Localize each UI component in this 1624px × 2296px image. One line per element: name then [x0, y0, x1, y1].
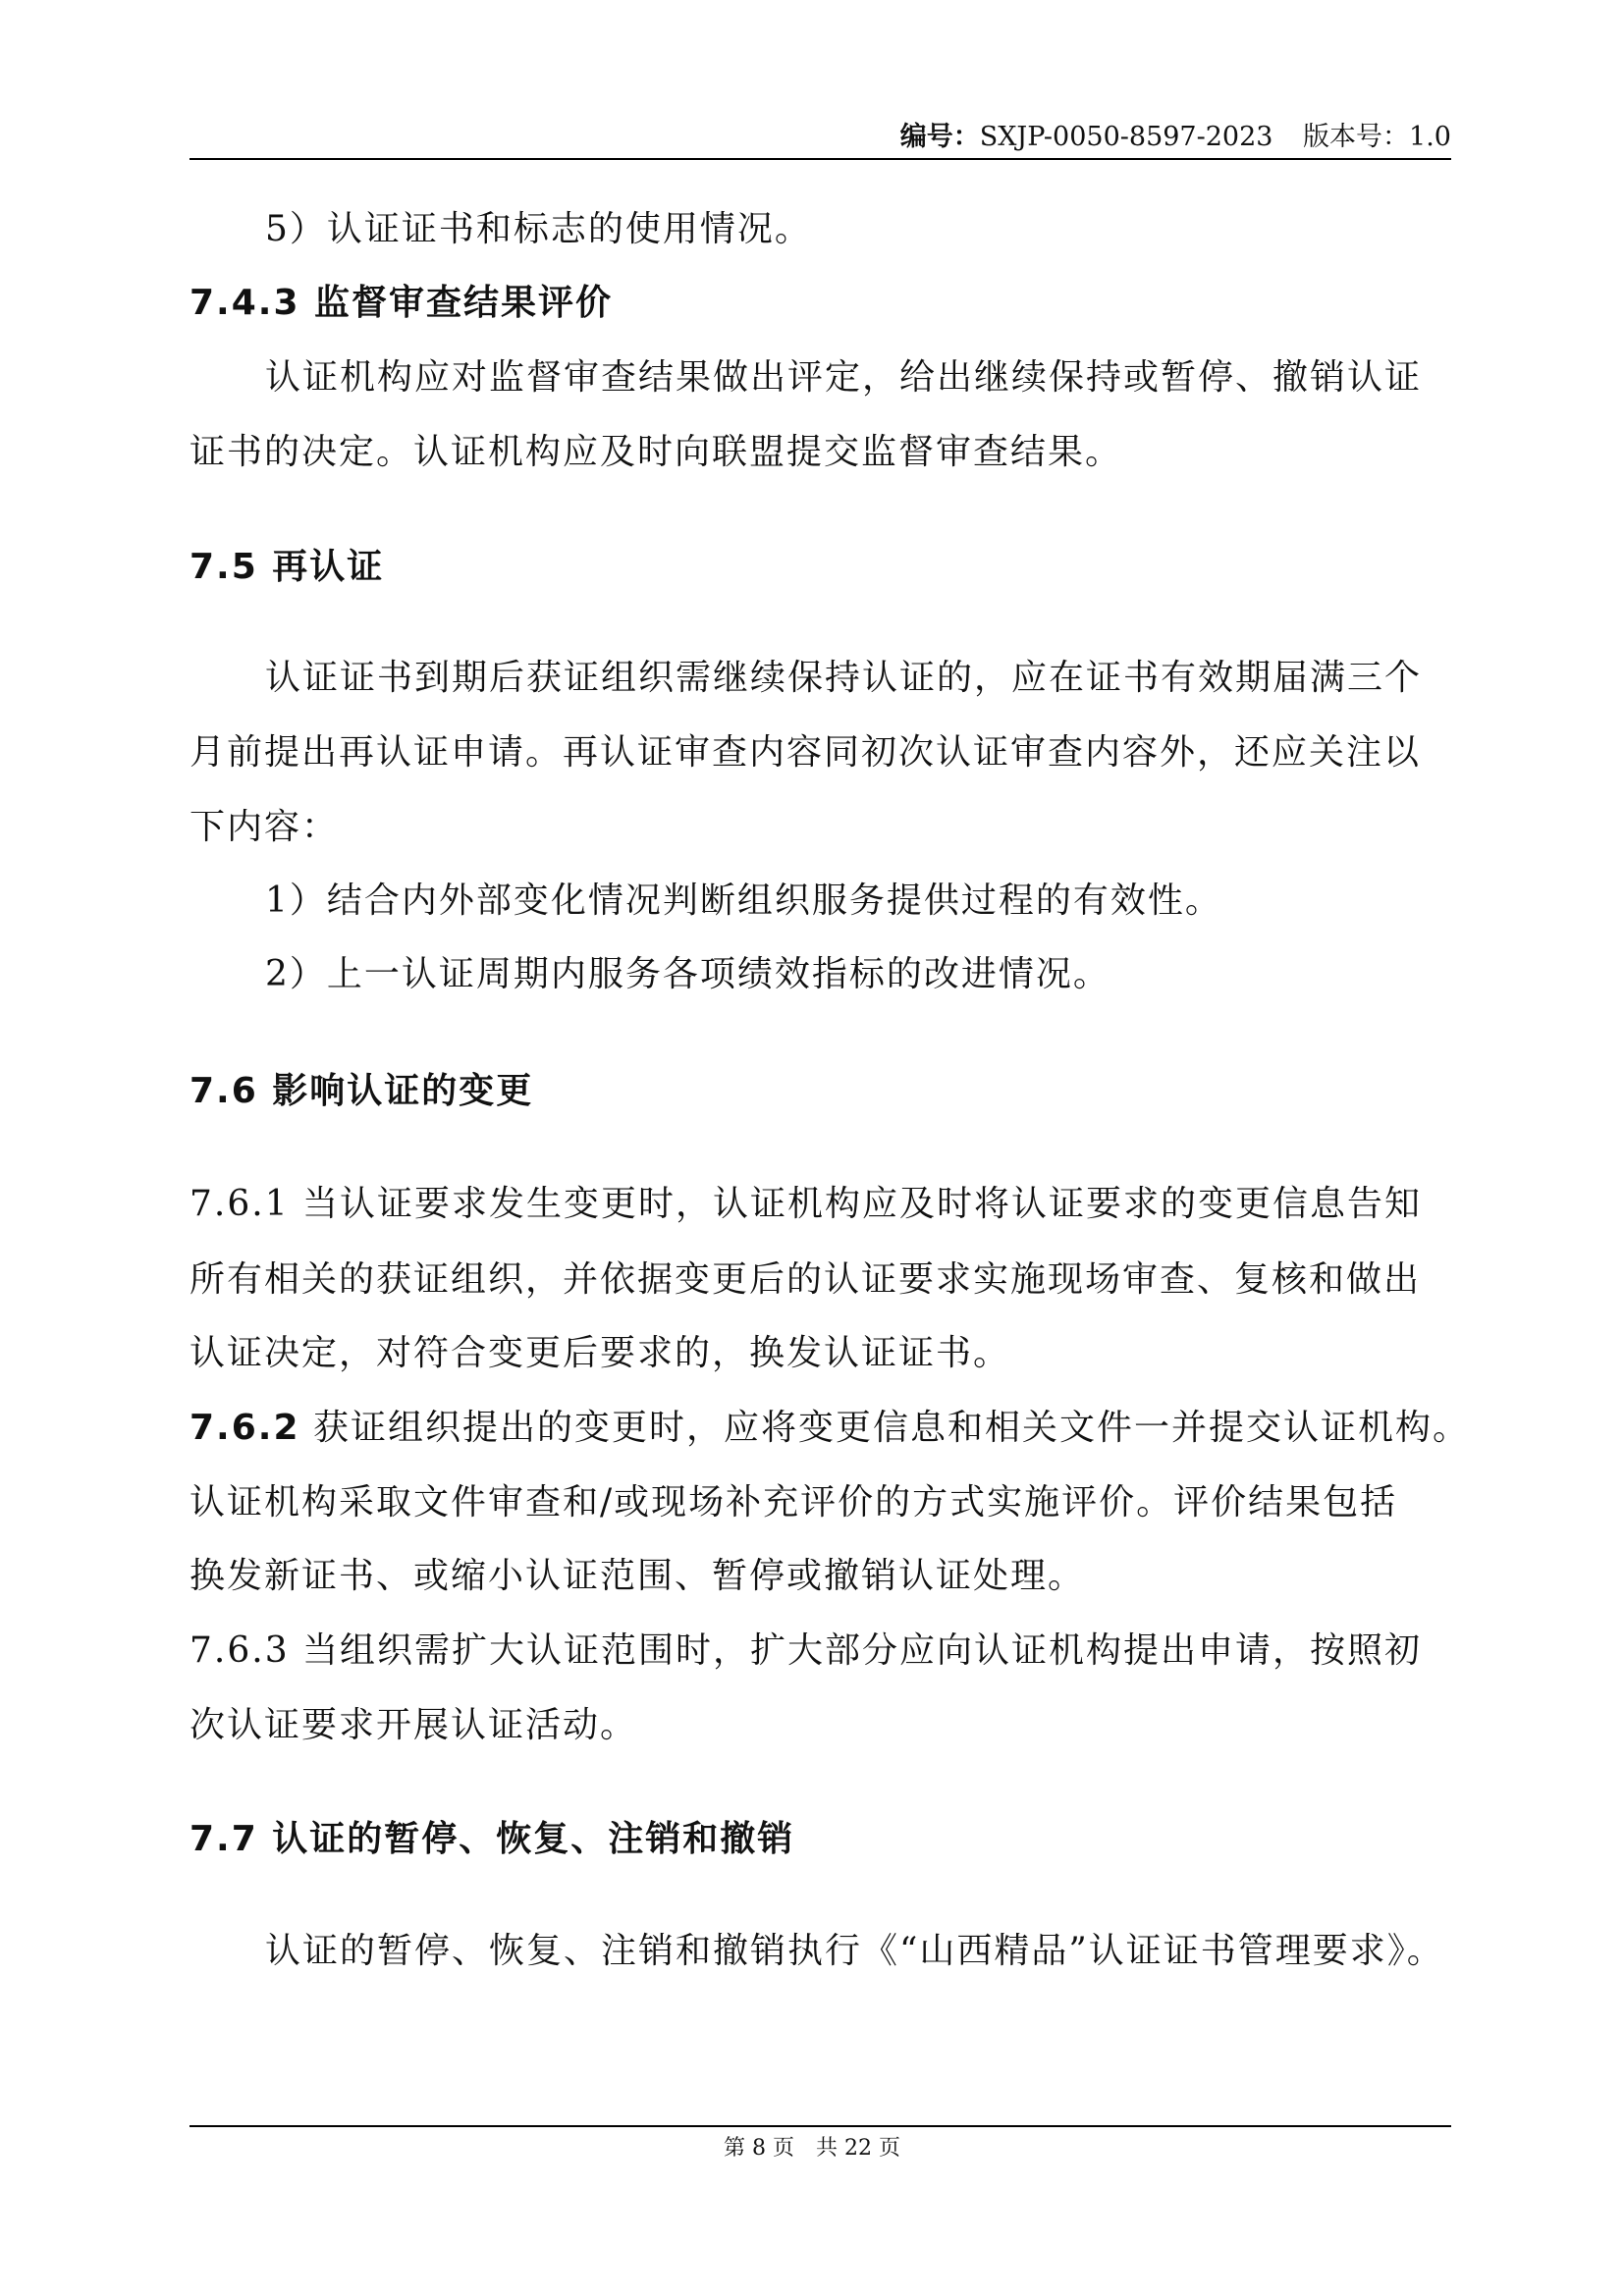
paragraph-line: 7.6.1 当认证要求发生变更时，认证机构应及时将认证要求的变更信息告知: [189, 1184, 1423, 1224]
paragraph-line: [189, 1404, 1470, 1453]
paragraph-line: 换发新证书、或缩小认证范围、暂停或撤销认证处理。: [189, 1556, 1086, 1596]
section-heading-7-4-3: 7.4.3 监督审查结果评价: [189, 283, 614, 323]
paragraph-line: 认证决定，对符合变更后要求的，换发认证证书。: [189, 1333, 1011, 1373]
list-item-5: 5）认证证书和标志的使用情况。: [265, 209, 812, 249]
version-label: 版本号：: [1303, 122, 1410, 152]
paragraph-line: 认证证书到期后获证组织需继续保持认证的，应在证书有效期届满三个: [265, 658, 1423, 698]
page-footer: [0, 2133, 1624, 2164]
paragraph-line: 7.6.3 当组织需扩大认证范围时，扩大部分应向认证机构提出申请，按照初: [189, 1630, 1423, 1671]
page-header: [189, 116, 1451, 159]
list-item-1: 1）结合内外部变化情况判断组织服务提供过程的有效性。: [265, 881, 1222, 921]
paragraph-line: 次认证要求开展认证活动。: [189, 1705, 638, 1745]
version-number: 1.0: [1409, 122, 1451, 152]
section-heading-7-7: 7.7 认证的暂停、恢复、注销和撤销: [189, 1819, 795, 1859]
header-divider: [189, 158, 1451, 160]
paragraph-line: 所有相关的获证组织，并依据变更后的认证要求实施现场审查、复核和做出: [189, 1259, 1422, 1300]
page-number: 第 8 页: [724, 2136, 794, 2161]
footer-divider: [189, 2125, 1451, 2127]
paragraph-line: 认证机构采取文件审查和/或现场补充评价的方式实施评价。评价结果包括: [189, 1482, 1398, 1522]
paragraph-line: 认证机构应对监督审查结果做出评定，给出继续保持或暂停、撤销认证: [265, 357, 1423, 398]
paragraph-line: 下内容：: [189, 807, 340, 847]
paragraph-line: 证书的决定。认证机构应及时向联盟提交监督审查结果。: [189, 432, 1123, 472]
clause-number-7-6-2: 7.6.2: [189, 1408, 300, 1448]
paragraph-line: 认证的暂停、恢复、注销和撤销执行《“山西精品”认证证书管理要求》。: [265, 1931, 1444, 1971]
page-total: 共 22 页: [816, 2136, 900, 2161]
paragraph-text: 获证组织提出的变更时，应将变更信息和相关文件一并提交认证机构。: [299, 1408, 1470, 1448]
document-code: SXJP-0050-8597-2023: [979, 122, 1273, 152]
section-heading-7-5: 7.5 再认证: [189, 547, 385, 587]
section-heading-7-6: 7.6 影响认证的变更: [189, 1071, 534, 1111]
paragraph-line: 月前提出再认证申请。再认证审查内容同初次认证审查内容外，还应关注以: [189, 732, 1422, 773]
list-item-2: 2）上一认证周期内服务各项绩效指标的改进情况。: [265, 954, 1110, 994]
document-code-label: 编号：: [899, 122, 980, 152]
